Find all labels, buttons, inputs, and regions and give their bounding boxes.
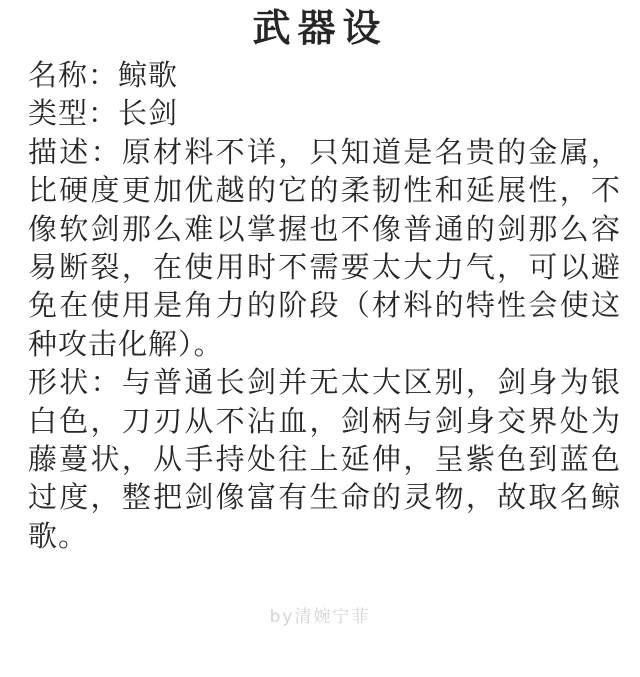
text-line-shape: 形状：与普通长剑并无太大区别，剑身为银 xyxy=(28,365,620,400)
body-text xyxy=(28,56,620,555)
text-line: 易断裂，在使用时不需要太大力气，可以避 xyxy=(28,249,620,284)
text-line-type: 类型：长剑 xyxy=(28,96,179,131)
text-line: 免在使用是角力的阶段（材料的特性会使这 xyxy=(28,288,620,323)
text-line: 种攻击化解）。 xyxy=(28,326,224,361)
text-line: 藤蔓状，从手持处往上延伸，呈紫色到蓝色 xyxy=(28,441,620,476)
text-line: 过度，整把剑像富有生命的灵物，故取名鲸 xyxy=(28,480,620,515)
text-line: 白色，刀刃从不沾血，剑柄与剑身交界处为 xyxy=(28,403,620,438)
text-line: 比硬度更加优越的它的柔韧性和延展性，不 xyxy=(28,173,620,208)
text-line-description: 描述：原材料不详，只知道是名贵的金属， xyxy=(28,134,620,169)
text-line: 歌。 xyxy=(28,518,89,553)
text-line-name: 名称：鲸歌 xyxy=(28,58,179,92)
text-line: 像软剑那么难以掌握也不像普通的剑那么容 xyxy=(28,211,620,246)
page-title: 武器设 xyxy=(252,6,388,50)
author-watermark: by清婉宁菲 xyxy=(269,607,371,627)
